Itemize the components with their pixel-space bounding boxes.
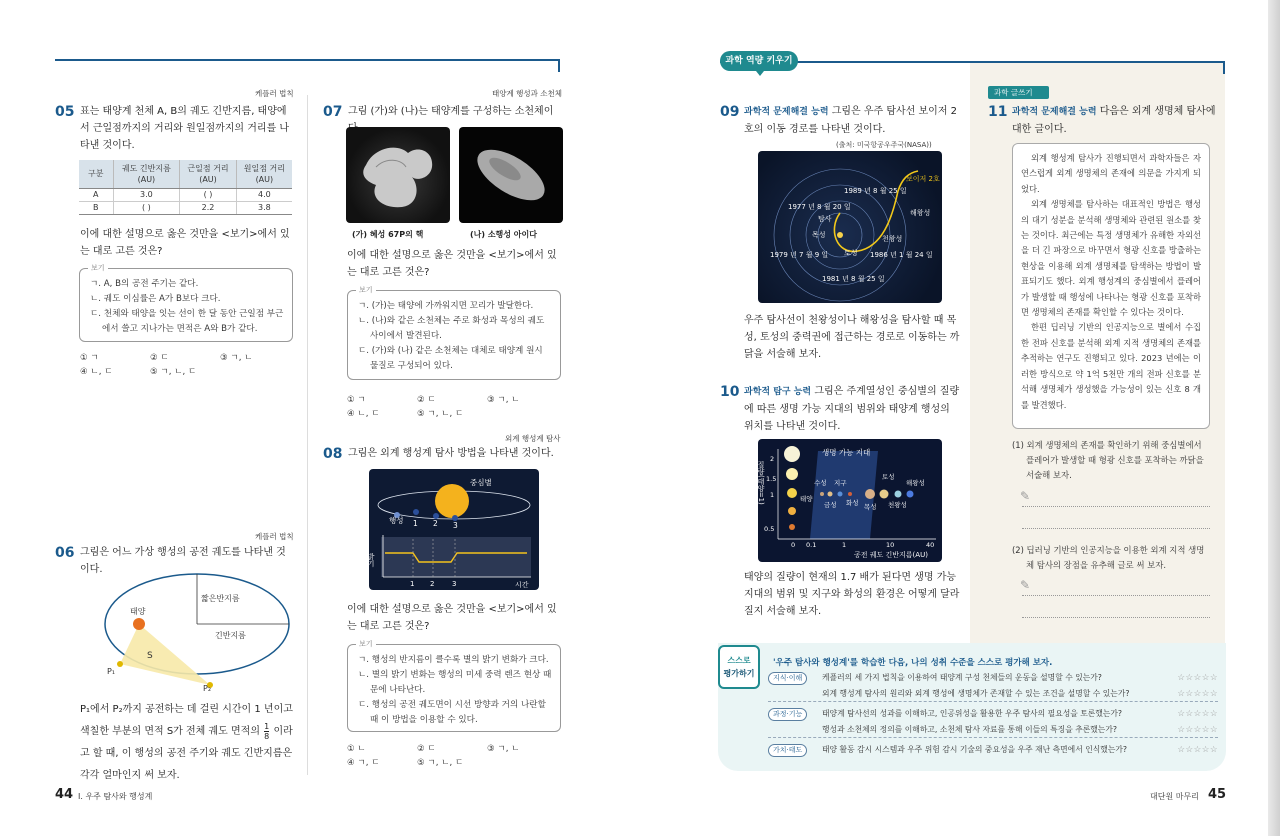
fig-label: 0.5 — [764, 525, 775, 533]
choice-option[interactable]: ⑤ ㄱ, ㄴ, ㄷ — [417, 758, 464, 768]
q09-competency: 과학적 문제해결 능력 — [744, 107, 829, 117]
fig-label: 2 — [433, 519, 438, 528]
choice-option[interactable]: ④ ㄴ, ㄷ — [80, 367, 113, 377]
fig-label: 목성 — [864, 503, 877, 511]
right-footer-title: 대단원 마무리 — [1150, 792, 1199, 801]
fig-label: 1979 년 7 월 9 일 — [770, 251, 829, 259]
q11-text — [1012, 103, 1217, 138]
eval-category-pill: 지식·이해 — [768, 672, 807, 685]
star-rating[interactable]: ☆☆☆☆☆ — [1177, 725, 1218, 735]
fig-label: 1 — [413, 519, 418, 528]
fig-label: 1989 년 8 월 25 일 — [844, 187, 907, 195]
choice-option[interactable]: ④ ㄱ, ㄷ — [347, 758, 380, 768]
star-rating[interactable]: ☆☆☆☆☆ — [1177, 689, 1218, 699]
choice-option[interactable]: ③ ㄱ, ㄴ — [220, 353, 253, 363]
q06-fraction — [264, 722, 269, 741]
left-footer-title: I. 우주 탐사와 행성계 — [78, 792, 153, 801]
passage-paragraph: 외계 행성계 탐사가 진행되면서 과학자들은 자연스럽게 외계 생명체의 존재에 의문을 가지게 되었다. — [1021, 153, 1201, 194]
eval-row — [768, 686, 1218, 702]
fig-label: 1 — [410, 580, 415, 588]
fig-label: 3 — [452, 580, 457, 588]
fig-label: 1981 년 8 월 25 일 — [822, 275, 885, 283]
q05-choices — [80, 351, 300, 379]
fig-label: 생명 가능 지대 — [822, 448, 871, 457]
fig-label: 짧은반지름 — [201, 594, 240, 603]
q09-body: 우주 탐사선이 천왕성이나 해왕성을 탐사할 때 목성, 토성의 중력권에 접근하는 경로로 이동하는 까닭을 서술해 보자. — [744, 315, 960, 360]
comet-67p-photo — [346, 127, 450, 223]
fig-label: P₂ — [203, 684, 212, 693]
q11-passage-box — [1012, 143, 1210, 429]
fig-label: 해왕성 — [910, 209, 931, 217]
fig-label: 0 — [791, 541, 796, 549]
q05-tag: 케플러 법칙 — [255, 89, 294, 98]
eval-row — [768, 670, 1218, 686]
right-top-rule-tick — [1223, 61, 1225, 74]
choice-option[interactable]: ① ㄱ — [80, 353, 99, 363]
q08-tag: 외계 행성계 탐사 — [505, 434, 561, 443]
eval-category-pill: 과정·기능 — [768, 708, 807, 721]
pencil-icon: ✎ — [1020, 489, 1031, 503]
voyager-svg — [758, 151, 942, 303]
q10-number: 10 — [720, 384, 740, 400]
q09-stem: 그림은 우주 탐사선 보이저 2호의 이동 경로를 나타낸 것이다. — [744, 106, 958, 135]
writing-badge-arrow — [1040, 86, 1047, 98]
fig-label: 2 — [430, 580, 435, 588]
q09-source: (출처: 미국항공우주국(NASA)) — [836, 141, 932, 149]
choice-option[interactable]: ⑤ ㄱ, ㄴ, ㄷ — [150, 367, 197, 377]
bogi-item: ㄱ. A, B의 공전 주기는 같다. — [90, 279, 199, 289]
fig-label: 태양 — [130, 607, 146, 616]
fig-label: 토성 — [844, 249, 858, 257]
fig-label: 중심별 — [470, 478, 492, 487]
passage-paragraph: 한편 딥러닝 기반의 인공지능으로 별에서 수집한 전파 신호를 분석해 외계 지적 생명체의 존재를 추적하는 연구도 진행되고 있다. 2023 년에는 이러한 방식으로 약 1억 5천만 개의 전파 신호를 분석해 생명체가 생성했을 가능성이 있는 신호 8 개를 발견했다. — [1021, 322, 1201, 410]
table-cell: 2.2 — [180, 201, 236, 214]
photo-caption-1: (가) 혜성 67P의 핵 — [352, 230, 424, 239]
left-page-number: 44 — [55, 787, 74, 802]
q08-number: 08 — [323, 446, 343, 462]
section-header-text: 과학 역량 키우기 — [725, 56, 793, 66]
choice-option[interactable]: ② ㄷ — [150, 353, 169, 363]
answer-line[interactable] — [1022, 595, 1210, 596]
habitable-zone-svg — [758, 439, 942, 562]
choice-option[interactable]: ② ㄷ — [417, 744, 436, 754]
q05-text: 표는 태양계 천체 A, B의 궤도 긴반지름, 태양에서 근일점까지의 거리와 원일점까지의 거리를 나타낸 것이다. — [80, 106, 290, 151]
fig-label: 질량(태양=1) — [757, 461, 765, 505]
q05-table — [79, 160, 292, 215]
self-eval-intro: '우주 탐사와 행성계'를 학습한 다음, 나의 성취 수준을 스스로 평가해 보자. — [773, 658, 1053, 668]
eval-text: 행성과 소천체의 정의를 이해하고, 소천체 탐사 자료를 통해 이들의 특징을 추론했는가? — [822, 725, 1118, 734]
bogi-item: ㄱ. (가)는 태양에 가까워지면 꼬리가 발달한다. — [358, 301, 534, 311]
bogi-item: ㄴ. 궤도 이심률은 A가 B보다 크다. — [90, 294, 221, 304]
fig-label: 1 — [842, 541, 847, 549]
choice-option[interactable]: ③ ㄱ, ㄴ — [487, 395, 520, 405]
writing-badge-text: 과학 글쓰기 — [994, 88, 1033, 97]
asteroid-shape — [459, 127, 563, 223]
q10-stem: 그림은 주계열성인 중심별의 질량에 따른 생명 가능 지대의 범위와 태양계 행성의 위치를 나타낸 것이다. — [744, 386, 960, 432]
q08-text: 그림은 외계 행성계 탐사 방법을 나타낸 것이다. — [348, 448, 554, 459]
q11-stem: 다음은 외계 생명체 탐사에 대한 글이다. — [1012, 106, 1216, 135]
q08-transit-figure — [369, 469, 539, 590]
q07-question: 이에 대한 설명으로 옳은 것만을 <보기>에서 있는 대로 고른 것은? — [347, 250, 557, 278]
table-header: 원일점 거리 (AU) — [236, 160, 292, 188]
q10-competency: 과학적 탐구 능력 — [744, 387, 812, 397]
table-cell: 4.0 — [236, 188, 292, 201]
table-cell: ( ) — [180, 188, 236, 201]
q08-bogi-box — [347, 640, 561, 732]
q09-text — [744, 103, 962, 138]
table-cell: A — [79, 188, 113, 201]
table-header: 근일점 거리 (AU) — [180, 160, 236, 188]
bogi-item: ㄴ. 별의 밝기 변화는 행성의 미세 중력 렌즈 현상 때문에 나타난다. — [358, 670, 552, 695]
self-eval-badge — [718, 645, 760, 689]
fig-label: 1 — [770, 491, 775, 499]
fig-label: 해왕성 — [906, 479, 925, 487]
star-rating[interactable]: ☆☆☆☆☆ — [1177, 709, 1218, 719]
q07-text: 그림 (가)와 (나)는 태양계를 구성하는 소천체이 — [348, 106, 554, 117]
bogi-label: 보기 — [356, 285, 376, 295]
fig-label: S — [147, 651, 153, 661]
fig-label: 10 — [886, 541, 895, 549]
q06-body — [80, 699, 298, 787]
fig-label: 토성 — [882, 473, 895, 481]
table-cell: 3.0 — [113, 188, 180, 201]
eval-text: 태양 활동 감시 시스템과 우주 위험 감시 기술의 중요성을 우주 재난 측면에서 인식했는가? — [822, 745, 1128, 754]
bogi-label: 보기 — [356, 639, 376, 649]
bogi-item: ㄴ. (나)와 같은 소천체는 주로 화성과 목성의 궤도 사이에서 발견된다. — [358, 316, 545, 341]
self-eval-badge-line2: 평가하기 — [723, 669, 755, 678]
fig-label: 40 — [926, 541, 935, 549]
q08-question: 이에 대한 설명으로 옳은 것만을 <보기>에서 있는 대로 고른 것은? — [347, 604, 557, 632]
choice-option[interactable]: ④ ㄴ, ㄷ — [347, 409, 380, 419]
fig-label: 태양 — [800, 495, 813, 503]
q05-question: 이에 대한 설명으로 옳은 것만을 <보기>에서 있는 대로 고른 것은? — [80, 229, 290, 257]
q11-number: 11 — [988, 104, 1008, 120]
frac-num: 1 — [264, 721, 270, 731]
eval-text: 케플러의 세 가지 법칙을 이용하여 태양계 구성 천체들의 운동을 설명할 수 있는가? — [822, 673, 1102, 682]
eval-text: 외계 행성계 탐사의 원리와 외계 행성에 생명체가 존재할 수 있는 조건을 설명할 수 있는가? — [822, 689, 1130, 698]
eval-row — [768, 706, 1218, 722]
fig-label: 보이저 2호 — [906, 175, 940, 183]
table-cell: ( ) — [113, 201, 180, 214]
fig-label: 탐사 — [818, 215, 832, 223]
q08-choices — [347, 742, 567, 770]
q11-competency: 과학적 문제해결 능력 — [1012, 107, 1097, 117]
bogi-label: 보기 — [88, 263, 108, 273]
fig-label: 천왕성 — [882, 235, 903, 243]
fig-label: P₁ — [107, 667, 116, 676]
badge-pointer — [756, 71, 764, 76]
fig-label: 천왕성 — [888, 501, 907, 509]
q11-sub1: (1) 외계 생명체의 존재를 확인하기 위해 중심별에서 플레어가 발생할 때 형광 신호를 포착하는 까닭을 서술해 보자. — [1012, 440, 1204, 480]
answer-line[interactable] — [1022, 528, 1210, 529]
q05-bogi-box — [79, 264, 293, 342]
passage-paragraph: 외계 생명체를 탐사하는 대표적인 방법은 행성의 대기 성분을 분석해 생명체와 관련된 원소를 찾는 것이다. 최근에는 특정 생명체가 유해한 자외선을 더 긴 파장으로 바꾸면서 형광 신호를 방출하는 현상을 이용해 외계 생명체를 탐색하는 방법이 발표되기도 했다. 외계 행성계의 중심별에서 플레어가 발생할 때 행성에 나타나는 형광 신호를 포착하면 생명체의 존재를 확인할 수 있다는 것이다. — [1021, 199, 1201, 318]
fig-label: 시간 — [515, 581, 529, 589]
table-header: 구분 — [79, 160, 113, 188]
eval-text: 태양계 탐사선의 성과를 이해하고, 인공위성을 활용한 우주 탐사의 필요성을 토론했는가? — [822, 709, 1123, 718]
q06-body-text2: 이라고 할 때, 이 행성의 공전 주기와 궤도 긴반지름은 각각 얼마인지 써 보자. — [80, 726, 293, 781]
choice-option[interactable]: ③ ㄱ, ㄴ — [487, 744, 520, 754]
page-edge-strip — [1268, 0, 1280, 836]
choice-option[interactable]: ① ㄴ — [347, 744, 366, 754]
left-top-rule-tick — [558, 59, 560, 72]
fig-label: 1.5 — [766, 475, 777, 483]
q07-number: 07 — [323, 104, 343, 120]
comet-shape — [346, 127, 450, 223]
answer-line[interactable] — [1022, 506, 1210, 507]
fig-label: 3 — [453, 521, 458, 530]
q06-tag: 케플러 법칙 — [255, 532, 294, 541]
bogi-item: ㄷ. (가)와 (나) 같은 소천체는 대체로 태양계 원시 물질로 구성되어 있다. — [358, 346, 543, 371]
bogi-item: ㄷ. 천체와 태양을 잇는 선이 한 달 동안 근일점 부근에서 쓸고 지나가는 면적은 A와 B가 같다. — [90, 309, 284, 334]
q05-number: 05 — [55, 104, 75, 120]
eval-row — [768, 742, 1218, 758]
fig-label: 긴반지름 — [215, 631, 246, 640]
q10-text — [744, 383, 962, 435]
section-header-badge — [720, 51, 798, 71]
eval-row — [768, 722, 1218, 738]
transit-svg — [369, 469, 539, 590]
q09-number: 09 — [720, 104, 740, 120]
pencil-icon: ✎ — [1020, 578, 1031, 592]
fig-label: 1986 년 1 월 24 일 — [870, 251, 933, 259]
bogi-item: ㄱ. 행성의 반지름이 클수록 별의 밝기 변화가 크다. — [358, 655, 549, 665]
fig-label: 행성 — [389, 516, 404, 525]
eval-category-pill: 가치·태도 — [768, 744, 807, 757]
voyager-path-figure — [758, 151, 942, 303]
column-divider — [307, 95, 308, 775]
fig-label: 지구 — [834, 479, 847, 487]
q07-choices — [347, 393, 567, 421]
table-cell: B — [79, 201, 113, 214]
q06-text: 그림은 어느 가상 행성의 공전 궤도를 나타낸 것이다. — [80, 547, 286, 575]
q06-orbit-figure — [95, 568, 300, 693]
star-rating[interactable]: ☆☆☆☆☆ — [1177, 673, 1218, 683]
fig-label: 2 — [770, 455, 775, 463]
photo-caption-2: (나) 소행성 아이다 — [470, 230, 537, 239]
self-eval-rows — [768, 670, 1218, 758]
q06-body-text: P₁에서 P₂까지 공전하는 데 걸린 시간이 1 년이고 색칠한 부분의 면적 S가 전체 궤도 면적의 — [80, 704, 293, 737]
table-cell: 3.8 — [236, 201, 292, 214]
fig-label: 목성 — [812, 231, 826, 239]
frac-den: 8 — [264, 731, 270, 741]
asteroid-ida-photo — [459, 127, 563, 223]
fig-label: 밝기 — [367, 553, 375, 567]
fig-label: 0.1 — [806, 541, 817, 549]
answer-line[interactable] — [1022, 617, 1210, 618]
choice-option[interactable]: ② ㄷ — [417, 395, 436, 405]
fig-label: 화성 — [846, 499, 859, 507]
q10-body: 태양의 질량이 현재의 1.7 배가 된다면 생명 가능 지대의 범위 및 지구와 화성의 환경은 어떻게 달라질지 서술해 보자. — [744, 572, 960, 617]
fig-label: 1977 년 8 월 20 일 — [788, 203, 851, 211]
q11-sub2: (2) 딥러닝 기반의 인공지능을 이용한 외계 지적 생명체 탐사의 장점을 유추해 글로 써 보자. — [1012, 545, 1205, 570]
q06-number: 06 — [55, 545, 75, 561]
choice-option[interactable]: ⑤ ㄱ, ㄴ, ㄷ — [417, 409, 464, 419]
q07-tag: 태양계 행성과 소천체 — [492, 89, 562, 98]
left-top-rule — [55, 59, 560, 61]
habitable-zone-figure — [758, 439, 942, 562]
q07-bogi-box — [347, 286, 561, 380]
bogi-item: ㄷ. 행성의 공전 궤도면이 시선 방향과 거의 나란할 때 이 방법을 이용할 수 있다. — [358, 700, 546, 725]
right-page-number: 45 — [1208, 787, 1227, 802]
fig-label: 공전 궤도 긴반지름(AU) — [854, 551, 928, 559]
star-rating[interactable]: ☆☆☆☆☆ — [1177, 745, 1218, 755]
fig-label: 금성 — [824, 501, 837, 509]
table-header: 궤도 긴반지름 (AU) — [113, 160, 180, 188]
fig-label: 수성 — [814, 479, 827, 487]
choice-option[interactable]: ① ㄱ — [347, 395, 366, 405]
self-eval-badge-line1: 스스로 — [727, 656, 751, 665]
